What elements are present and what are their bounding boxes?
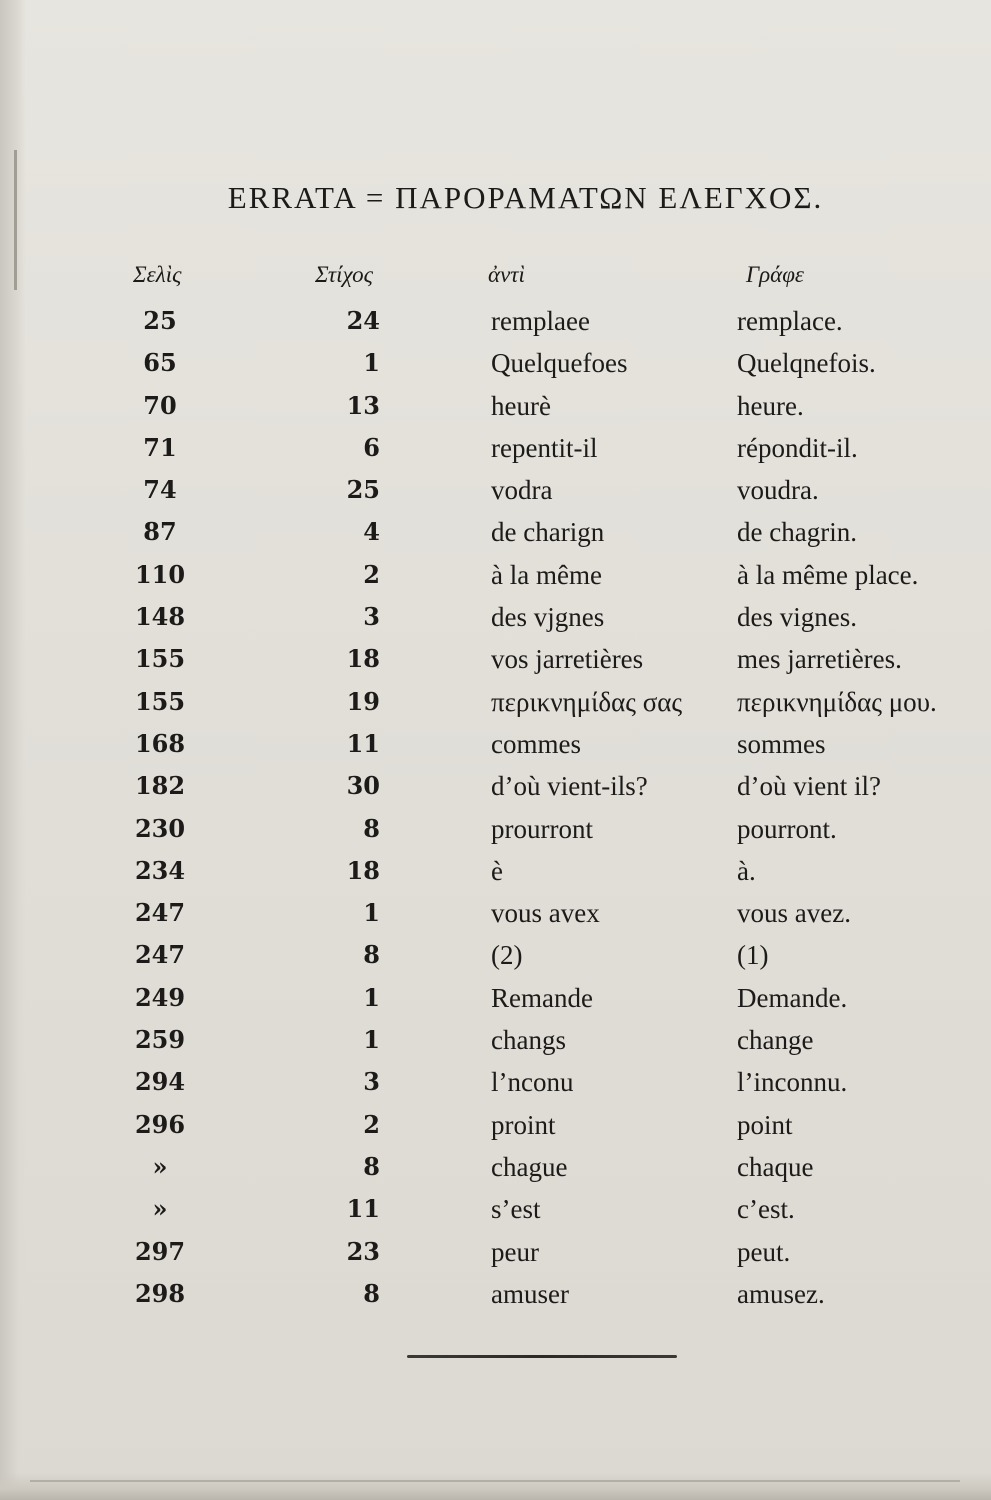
header-instead: ἀντὶ (488, 262, 525, 287)
header-read: Γράφε (746, 262, 804, 287)
cell-line: 18 (346, 644, 380, 674)
cell-read: à. (737, 855, 756, 886)
cell-page: 110 (134, 559, 186, 589)
cell-instead: l’nconu (491, 1067, 574, 1098)
table-row (0, 300, 991, 342)
cell-line: 3 (363, 1067, 380, 1097)
cell-instead: Remande (491, 982, 593, 1013)
cell-page: 74 (143, 475, 177, 505)
page-bottom-edge (0, 1472, 991, 1500)
cell-instead: vous avex (491, 898, 600, 929)
cell-page: 70 (143, 390, 177, 420)
cell-page: 168 (134, 728, 186, 758)
cell-instead: heurè (491, 390, 551, 421)
cell-read: περικνημίδας μου. (737, 686, 937, 717)
cell-line: 23 (346, 1236, 380, 1266)
cell-read: chaque (737, 1151, 814, 1182)
cell-page: 155 (134, 686, 186, 716)
cell-page: 297 (134, 1236, 186, 1266)
cell-read: change (737, 1025, 814, 1056)
cell-read: remplace. (737, 306, 843, 336)
cell-line: 19 (346, 686, 380, 716)
cell-read: heure. (737, 390, 804, 421)
cell-instead: amuser (491, 1278, 569, 1309)
cell-read: sommes (737, 728, 826, 759)
cell-instead: è (491, 855, 503, 886)
cell-line: 18 (346, 855, 380, 885)
cell-page: 294 (134, 1067, 186, 1097)
cell-line: 1 (363, 898, 380, 928)
cell-line: 8 (363, 1151, 380, 1181)
cell-line: 1 (363, 348, 380, 378)
table-row (0, 596, 991, 638)
cell-page: 298 (134, 1278, 186, 1308)
table-row (0, 469, 991, 511)
table-row (0, 1146, 991, 1188)
cell-read: des vignes. (737, 602, 857, 633)
table-row (0, 1273, 991, 1315)
cell-instead: proint (491, 1109, 556, 1140)
table-row (0, 723, 991, 765)
cell-instead: s’est (491, 1194, 541, 1225)
cell-line: 3 (363, 602, 380, 632)
cell-read: amusez. (737, 1278, 825, 1309)
cell-line: 1 (363, 1025, 380, 1055)
page-bottom-line (30, 1480, 960, 1482)
cell-page: 247 (134, 940, 186, 970)
cell-page: 71 (143, 432, 177, 462)
cell-line: 11 (346, 728, 380, 758)
cell-page: 230 (134, 813, 186, 843)
header-line: Στίχος (315, 262, 373, 287)
table-row (0, 342, 991, 384)
cell-read: c’est. (737, 1194, 795, 1225)
cell-read: (1) (737, 940, 769, 971)
cell-instead: d’où vient-ils? (491, 771, 648, 802)
cell-line: 11 (346, 1194, 380, 1224)
page-title: ERRATA = ΠΑΡΟΡΑΜΑΤΩΝ ΕΛΕΓΧΟΣ. (227, 180, 824, 215)
cell-page: 296 (134, 1109, 186, 1139)
cell-page: 234 (134, 855, 186, 885)
table-row (0, 1104, 991, 1146)
cell-page: 87 (143, 517, 177, 547)
cell-instead: vodra (491, 475, 553, 506)
cell-line: 24 (346, 306, 380, 335)
cell-read: pourront. (737, 813, 837, 844)
cell-page: 259 (134, 1025, 186, 1055)
table-row (0, 554, 991, 596)
cell-line: 8 (363, 940, 380, 970)
cell-page: 182 (134, 771, 186, 801)
cell-line: 6 (363, 432, 380, 462)
cell-line: 13 (346, 390, 380, 420)
cell-read: Demande. (737, 982, 848, 1013)
cell-page: » (152, 1151, 168, 1181)
cell-page: 148 (134, 602, 186, 632)
closing-rule (407, 1355, 677, 1358)
cell-instead: peur (491, 1236, 539, 1267)
cell-read: voudra. (737, 475, 819, 506)
cell-line: 8 (363, 813, 380, 843)
table-row (0, 427, 991, 469)
cell-instead: περικνημίδας σας (491, 686, 683, 717)
table-row (0, 511, 991, 553)
table-row (0, 681, 991, 723)
header-page: Σελὶς (133, 262, 182, 287)
cell-page: 155 (134, 644, 186, 674)
table-row (0, 765, 991, 807)
cell-read: l’inconnu. (737, 1067, 848, 1098)
table-row (0, 850, 991, 892)
cell-read: Quelqnefois. (737, 348, 876, 379)
cell-line: 25 (346, 475, 380, 505)
cell-line: 1 (363, 982, 380, 1012)
table-header (0, 262, 991, 298)
cell-instead: repentit-il (491, 432, 598, 463)
cell-line: 8 (363, 1278, 380, 1308)
cell-instead: chague (491, 1151, 568, 1182)
cell-read: point (737, 1109, 793, 1140)
cell-page: 249 (134, 982, 186, 1012)
cell-instead: de charign (491, 517, 605, 548)
cell-page: » (152, 1194, 168, 1224)
cell-line: 2 (363, 1109, 380, 1139)
cell-line: 2 (363, 559, 380, 589)
table-row (0, 1188, 991, 1230)
table-row (0, 977, 991, 1019)
cell-instead: remplaee (491, 306, 590, 336)
table-row (0, 808, 991, 850)
cell-read: vous avez. (737, 898, 851, 929)
cell-page: 65 (143, 348, 177, 378)
cell-page: 247 (134, 898, 186, 928)
cell-read: à la même place. (737, 559, 919, 590)
table-body (0, 300, 991, 1315)
cell-line: 4 (363, 517, 380, 547)
cell-read: peut. (737, 1236, 791, 1267)
table-row (0, 1231, 991, 1273)
cell-instead: à la même (491, 559, 602, 590)
cell-instead: changs (491, 1025, 566, 1056)
table-row (0, 638, 991, 680)
cell-read: répondit-il. (737, 432, 858, 463)
cell-read: mes jarretières. (737, 644, 902, 675)
table-row (0, 385, 991, 427)
table-row (0, 1019, 991, 1061)
cell-read: d’où vient il? (737, 771, 881, 802)
cell-instead: vos jarretières (491, 644, 644, 675)
cell-line: 30 (346, 771, 380, 801)
table-row (0, 1061, 991, 1103)
table-row (0, 892, 991, 934)
cell-instead: des vjgnes (491, 602, 605, 633)
cell-instead: prourront (491, 813, 593, 844)
cell-instead: Quelquefoes (491, 348, 628, 379)
table-row (0, 934, 991, 976)
cell-read: de chagrin. (737, 517, 857, 548)
cell-page: 25 (143, 306, 177, 335)
cell-instead: commes (491, 728, 581, 759)
cell-instead: (2) (491, 940, 523, 971)
